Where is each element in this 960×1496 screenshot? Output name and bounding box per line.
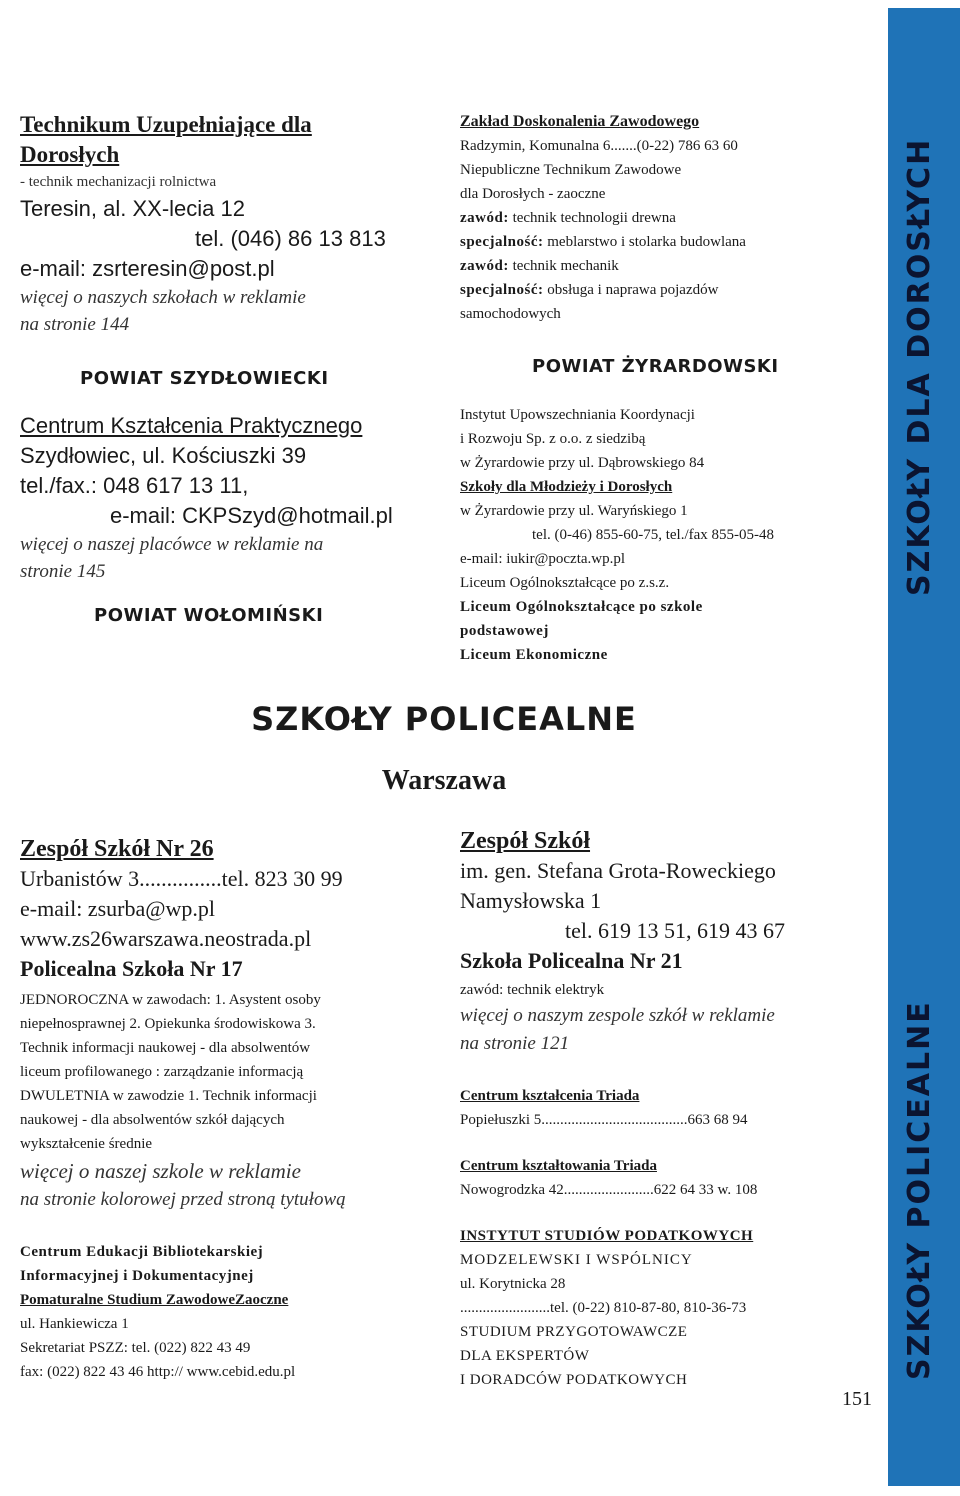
advert-note-page: na stronie 144: [20, 314, 130, 335]
district-heading-wolominski: POWIAT WOŁOMIŃSKI: [94, 605, 324, 626]
profession-line: zawód: technik mechanik: [460, 258, 619, 274]
school-phone: ........................tel. (0-22) 810-87-80, 810-36-73: [460, 1300, 747, 1316]
sidebar-label-adults: SZKOŁY DLA DOROSŁYCH: [902, 137, 937, 596]
school-entry-ckp: [20, 411, 440, 585]
school-entry-iuk: [460, 403, 880, 667]
school-phone: tel. (0-46) 855-60-75, tel./fax 855-05-48: [532, 527, 775, 543]
school-address: Nowogrodzka 42........................622 64 33 w. 108: [460, 1182, 758, 1198]
top-left-column: [20, 110, 440, 626]
school-email: e-mail: zsrteresin@post.pl: [20, 256, 275, 281]
school-title: Centrum Edukacji Bibliotekarskiej: [20, 1244, 264, 1260]
school-title-cont: Informacyjnej i Dokumentacyjnej: [20, 1268, 254, 1284]
school-subtitle: Szkoła Policealna Nr 21: [460, 948, 683, 973]
school-website: www.zs26warszawa.neostrada.pl: [20, 926, 312, 951]
program-text: Technik informacji naukowej - dla absolwentów: [20, 1040, 311, 1056]
school-program: Liceum Ogólnokształcące po z.s.z.: [460, 575, 670, 591]
program-text: DWULETNIA w zawodzie 1. Technik informacji: [20, 1088, 317, 1104]
school-program-cont: podstawowej: [460, 623, 549, 639]
page-number: 151: [842, 1388, 872, 1410]
section-city: Warszawa: [381, 765, 507, 796]
school-phone: tel. 619 13 51, 619 43 67: [565, 918, 785, 943]
school-patron: im. gen. Stefana Grota-Roweckiego: [460, 858, 776, 883]
specialty-line-cont: samochodowych: [460, 306, 561, 322]
school-address: Teresin, al. XX-lecia 12: [20, 196, 245, 221]
profession-line: zawód: technik elektryk: [460, 982, 605, 998]
school-address: Namysłowska 1: [460, 888, 602, 913]
advert-note-page: na stronie kolorowej przed stroną tytułową: [20, 1189, 346, 1210]
program-text: naukowej - dla absolwentów szkół dających: [20, 1112, 285, 1128]
advert-note-page: na stronie 121: [460, 1033, 570, 1054]
school-line: dla Dorosłych - zaoczne: [460, 186, 606, 202]
school-address: Urbanistów 3...............tel. 823 30 99: [20, 866, 343, 891]
school-entry-zdz: [460, 110, 880, 326]
school-phone: tel./fax.: 048 617 13 11,: [20, 473, 249, 498]
top-right-column: [460, 110, 880, 667]
school-title: INSTYTUT STUDIÓW PODATKOWYCH: [460, 1228, 754, 1244]
district-heading-zyrardowski: POWIAT ŻYRARDOWSKI: [532, 356, 779, 377]
section-title: SZKOŁY POLICEALNE: [251, 700, 637, 738]
bottom-right-column: [460, 826, 880, 1392]
school-title: Szkoły dla Młodzieży i Dorosłych: [460, 479, 673, 495]
school-phone: Sekretariat PSZZ: tel. (022) 822 43 49: [20, 1340, 251, 1356]
sidebar-label-postsecondary: SZKOŁY POLICEALNE: [902, 1000, 937, 1380]
school-address: Szydłowiec, ul. Kościuszki 39: [20, 443, 307, 468]
school-address: Popiełuszki 5.......................................663 68 94: [460, 1112, 748, 1128]
school-entry-cebid: [20, 1240, 450, 1384]
school-address: ul. Hankiewicza 1: [20, 1316, 129, 1332]
school-entry-zs26: [20, 834, 450, 1214]
school-entry-triada-2: [460, 1154, 880, 1202]
school-phone: tel. (046) 86 13 813: [195, 226, 386, 251]
profession-line: zawód: technik technologii drewna: [460, 210, 676, 226]
school-program: Liceum Ogólnokształcące po szkole: [460, 599, 703, 615]
school-title: Zakład Doskonalenia Zawodowego: [460, 113, 700, 130]
school-entry-triada-1: [460, 1084, 880, 1132]
bottom-left-column: [20, 834, 450, 1384]
program-text: niepełnosprawnej 2. Opiekunka środowiskowa 3.: [20, 1016, 316, 1032]
specialty-line: specjalność: meblarstwo i stolarka budowlana: [460, 234, 746, 250]
school-email: e-mail: zsurba@wp.pl: [20, 896, 215, 921]
specialty-line: specjalność: obsługa i naprawa pojazdów: [460, 282, 719, 298]
school-fax-website: fax: (022) 822 43 46 http:// www.cebid.edu.pl: [20, 1364, 296, 1380]
school-line: w Żyrardowie przy ul. Dąbrowskiego 84: [460, 455, 705, 471]
school-profile: - technik mechanizacji rolnictwa: [20, 174, 217, 190]
school-subtitle: MODZELEWSKI I WSPÓLNICY: [460, 1252, 693, 1268]
school-address: Radzymin, Komunalna 6.......(0-22) 786 63 60: [460, 138, 738, 154]
school-program-cont: I DORADCÓW PODATKOWYCH: [460, 1372, 688, 1388]
advert-note: więcej o naszej placówce w reklamie na: [20, 534, 324, 555]
school-email: e-mail: iukir@poczta.wp.pl: [460, 551, 626, 567]
school-address: w Żyrardowie przy ul. Waryńskiego 1: [460, 503, 688, 519]
program-text: wykształcenie średnie: [20, 1136, 153, 1152]
school-title: Centrum kształtowania Triada: [460, 1158, 657, 1174]
school-email: e-mail: CKPSzyd@hotmail.pl: [110, 503, 393, 528]
school-line: i Rozwoju Sp. z o.o. z siedzibą: [460, 431, 646, 447]
advert-note: więcej o naszym zespole szkół w reklamie: [460, 1005, 775, 1026]
advert-note-page: stronie 145: [20, 561, 106, 582]
sidebar-band: [888, 8, 960, 1486]
advert-note: więcej o naszych szkołach w reklamie: [20, 287, 306, 308]
school-title-cont: Dorosłych: [20, 142, 120, 167]
school-address: ul. Korytnicka 28: [460, 1276, 566, 1292]
school-line: Niepubliczne Technikum Zawodowe: [460, 162, 682, 178]
school-title: Technikum Uzupełniające dla: [20, 112, 312, 137]
school-title: Centrum Kształcenia Praktycznego: [20, 413, 363, 438]
school-title: Zespół Szkół Nr 26: [20, 836, 214, 862]
school-program-cont: DLA EKSPERTÓW: [460, 1348, 590, 1364]
school-subtitle: Pomaturalne Studium ZawodoweZaoczne: [20, 1292, 289, 1308]
advert-note: więcej o naszej szkole w reklamie: [20, 1159, 301, 1183]
program-text: liceum profilowanego : zarządzanie informacją: [20, 1064, 304, 1080]
school-title: Centrum kształcenia Triada: [460, 1088, 640, 1104]
school-line: Instytut Upowszechniania Koordynacji: [460, 407, 695, 423]
school-program: Liceum Ekonomiczne: [460, 647, 608, 663]
school-entry-grot: [460, 826, 880, 1058]
school-entry-teresin: [20, 110, 440, 338]
district-heading-szydlowiecki: POWIAT SZYDŁOWIECKI: [80, 368, 329, 389]
school-subtitle: Policealna Szkoła Nr 17: [20, 956, 243, 981]
program-text: JEDNOROCZNA w zawodach: 1. Asystent osoby: [20, 992, 321, 1008]
school-entry-isp: [460, 1224, 880, 1392]
school-program: STUDIUM PRZYGOTOWAWCZE: [460, 1324, 688, 1340]
school-title: Zespół Szkół: [460, 828, 591, 854]
